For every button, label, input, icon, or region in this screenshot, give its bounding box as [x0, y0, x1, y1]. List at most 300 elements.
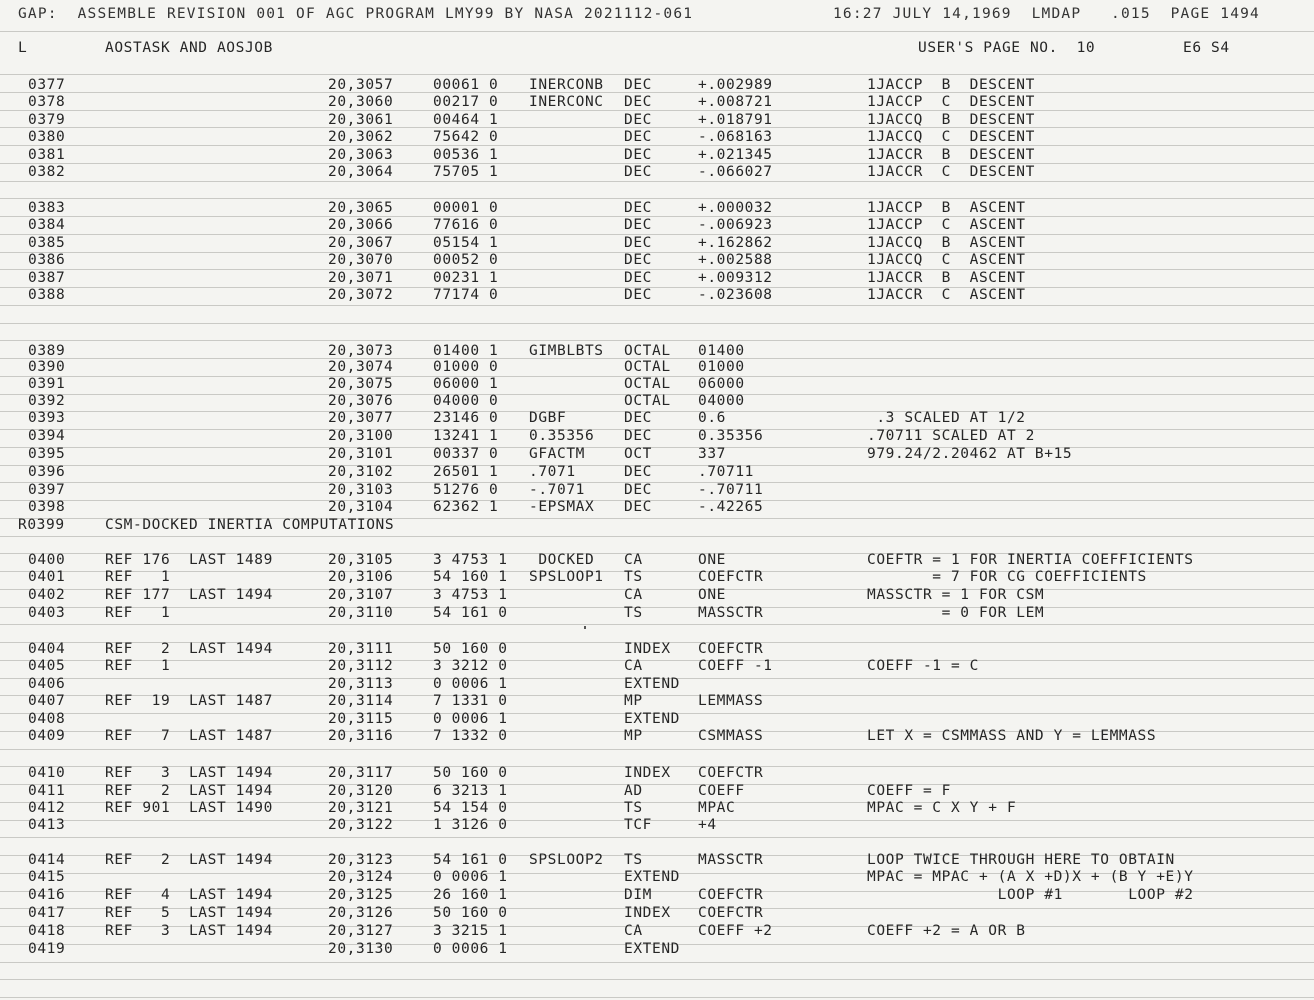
paper-rule	[0, 305, 1314, 306]
operand: +.018791	[698, 112, 773, 128]
line-number: 0387	[28, 270, 66, 286]
line-number: 0385	[28, 235, 66, 251]
address: 20,3067	[328, 235, 394, 251]
line-number: 0405	[28, 658, 66, 674]
comment: LOOP #1 LOOP #2	[867, 887, 1194, 903]
opcode: INDEX	[624, 765, 671, 781]
octal-word: 1 3126 0	[433, 817, 508, 833]
opcode: DEC	[624, 252, 652, 268]
paper-rule	[0, 198, 1314, 199]
label: INERCONB	[529, 77, 604, 93]
octal-word: 26501 1	[433, 464, 499, 480]
comment: COEFF -1 = C	[867, 658, 979, 674]
paper-rule	[0, 269, 1314, 270]
label: -EPSMAX	[529, 499, 595, 515]
operand: ONE	[698, 552, 726, 568]
opcode: DEC	[624, 129, 652, 145]
address: 20,3117	[328, 765, 394, 781]
comment: MPAC = C X Y + F	[867, 800, 1017, 816]
opcode: TS	[624, 852, 643, 868]
octal-word: 04000 0	[433, 393, 499, 409]
octal-word: 00231 1	[433, 270, 499, 286]
ref-field: REF 4 LAST 1494	[105, 887, 273, 903]
octal-word: 54 161 0	[433, 605, 508, 621]
opcode: DIM	[624, 887, 652, 903]
address: 20,3063	[328, 147, 394, 163]
opcode: OCTAL	[624, 393, 671, 409]
ref-field: CSM-DOCKED INERTIA COMPUTATIONS	[105, 517, 395, 533]
comment: 1JACCQ C DESCENT	[867, 129, 1035, 145]
opcode: DEC	[624, 217, 652, 233]
address: 20,3071	[328, 270, 394, 286]
operand: COEFCTR	[698, 569, 764, 585]
operand: -.068163	[698, 129, 773, 145]
paper-rule	[0, 216, 1314, 217]
paper-rule	[0, 482, 1314, 483]
opcode: TCF	[624, 817, 652, 833]
line-number: 0418	[28, 923, 66, 939]
opcode: INDEX	[624, 905, 671, 921]
paper-rule	[0, 234, 1314, 235]
octal-word: 6 3213 1	[433, 783, 508, 799]
comment: 1JACCP B ASCENT	[867, 200, 1026, 216]
address: 20,3120	[328, 783, 394, 799]
line-number: 0417	[28, 905, 66, 921]
comment: 979.24/2.20462 AT B+15	[867, 446, 1073, 462]
line-number: 0402	[28, 587, 66, 603]
octal-word: 01400 1	[433, 343, 499, 359]
comment: 1JACCR C ASCENT	[867, 287, 1026, 303]
paper-rule	[0, 92, 1314, 93]
octal-word: 0 0006 1	[433, 941, 508, 957]
address: 20,3103	[328, 482, 394, 498]
octal-word: 00464 1	[433, 112, 499, 128]
paper-rule	[0, 163, 1314, 164]
octal-word: 7 1331 0	[433, 693, 508, 709]
opcode: TS	[624, 800, 643, 816]
operand: 06000	[698, 376, 745, 392]
comment: 1JACCQ B ASCENT	[867, 235, 1026, 251]
opcode: EXTEND	[624, 869, 680, 885]
address: 20,3111	[328, 641, 394, 657]
line-number: 0380	[28, 129, 66, 145]
line-number: 0396	[28, 464, 66, 480]
line-number: 0416	[28, 887, 66, 903]
operand: CSMMASS	[698, 728, 764, 744]
ref-field: REF 1	[105, 658, 171, 674]
address: 20,3076	[328, 393, 394, 409]
opcode: EXTEND	[624, 941, 680, 957]
octal-word: 7 1332 0	[433, 728, 508, 744]
paper-speck	[584, 626, 586, 629]
address: 20,3121	[328, 800, 394, 816]
operand: MASSCTR	[698, 605, 764, 621]
address: 20,3100	[328, 428, 394, 444]
address: 20,3062	[328, 129, 394, 145]
operand: MASSCTR	[698, 852, 764, 868]
line-number: 0397	[28, 482, 66, 498]
paper-rule	[0, 145, 1314, 146]
line-number: 0410	[28, 765, 66, 781]
line-number: R0399	[18, 517, 65, 533]
address: 20,3065	[328, 200, 394, 216]
address: 20,3064	[328, 164, 394, 180]
octal-word: 00001 0	[433, 200, 499, 216]
address: 20,3061	[328, 112, 394, 128]
opcode: DEC	[624, 94, 652, 110]
opcode: OCTAL	[624, 343, 671, 359]
opcode: INDEX	[624, 641, 671, 657]
octal-word: 13241 1	[433, 428, 499, 444]
opcode: DEC	[624, 235, 652, 251]
operand: COEFCTR	[698, 641, 764, 657]
address: 20,3073	[328, 343, 394, 359]
line-number: 0412	[28, 800, 66, 816]
octal-word: 00217 0	[433, 94, 499, 110]
octal-word: 00337 0	[433, 446, 499, 462]
address: 20,3110	[328, 605, 394, 621]
operand: +.009312	[698, 270, 773, 286]
paper-rule	[0, 110, 1314, 111]
line-number: 0408	[28, 711, 66, 727]
octal-word: 50 160 0	[433, 905, 508, 921]
line-number: 0414	[28, 852, 66, 868]
paper-rule	[0, 962, 1314, 963]
opcode: TS	[624, 605, 643, 621]
comment: COEFF +2 = A OR B	[867, 923, 1026, 939]
line-number: 0388	[28, 287, 66, 303]
line-number: 0398	[28, 499, 66, 515]
comment: = 0 FOR LEM	[867, 605, 1045, 621]
operand: +.021345	[698, 147, 773, 163]
address: 20,3124	[328, 869, 394, 885]
line-number: 0419	[28, 941, 66, 957]
subheader-user-page: USER'S PAGE NO. 10	[918, 40, 1096, 56]
header-right: 16:27 JULY 14,1969 LMDAP .015 PAGE 1494	[833, 6, 1260, 22]
line-number: 0407	[28, 693, 66, 709]
paper-rule	[0, 749, 1314, 750]
ref-field: REF 2 LAST 1494	[105, 852, 273, 868]
label: .7071	[529, 464, 576, 480]
opcode: MP	[624, 728, 643, 744]
ref-field: REF 19 LAST 1487	[105, 693, 273, 709]
line-number: 0391	[28, 376, 66, 392]
operand: COEFCTR	[698, 905, 764, 921]
address: 20,3105	[328, 552, 394, 568]
paper-rule	[0, 181, 1314, 182]
operand: +.002989	[698, 77, 773, 93]
opcode: DEC	[624, 77, 652, 93]
opcode: DEC	[624, 200, 652, 216]
label: DOCKED	[529, 552, 595, 568]
paper-rule	[0, 837, 1314, 838]
ref-field: REF 5 LAST 1494	[105, 905, 273, 921]
operand: -.42265	[698, 499, 764, 515]
octal-word: 54 154 0	[433, 800, 508, 816]
operand: COEFCTR	[698, 765, 764, 781]
ref-field: REF 177 LAST 1494	[105, 587, 273, 603]
label: SPSLOOP1	[529, 569, 604, 585]
opcode: OCTAL	[624, 376, 671, 392]
opcode: DEC	[624, 410, 652, 426]
comment: .70711 SCALED AT 2	[867, 428, 1035, 444]
operand: 0.6	[698, 410, 726, 426]
paper-rule	[0, 447, 1314, 448]
line-number: 0379	[28, 112, 66, 128]
opcode: TS	[624, 569, 643, 585]
address: 20,3077	[328, 410, 394, 426]
subheader-title: AOSTASK AND AOSJOB	[105, 40, 273, 56]
ref-field: REF 1	[105, 569, 171, 585]
paper-rule	[0, 411, 1314, 412]
operand: .70711	[698, 464, 754, 480]
line-number: 0392	[28, 393, 66, 409]
comment: COEFF = F	[867, 783, 951, 799]
comment: .3 SCALED AT 1/2	[867, 410, 1026, 426]
paper-rule	[0, 429, 1314, 430]
paper-rule	[0, 500, 1314, 501]
address: 20,3125	[328, 887, 394, 903]
paper-rule	[0, 340, 1314, 341]
octal-word: 3 3212 0	[433, 658, 508, 674]
opcode: DEC	[624, 287, 652, 303]
opcode: DEC	[624, 112, 652, 128]
octal-word: 75642 0	[433, 129, 499, 145]
opcode: DEC	[624, 499, 652, 515]
address: 20,3127	[328, 923, 394, 939]
comment: 1JACCP B DESCENT	[867, 77, 1035, 93]
line-number: 0403	[28, 605, 66, 621]
address: 20,3074	[328, 359, 394, 375]
ref-field: REF 1	[105, 605, 171, 621]
paper-rule	[0, 74, 1314, 75]
ref-field: REF 901 LAST 1490	[105, 800, 273, 816]
line-number: 0389	[28, 343, 66, 359]
address: 20,3115	[328, 711, 394, 727]
octal-word: 05154 1	[433, 235, 499, 251]
address: 20,3060	[328, 94, 394, 110]
comment: LOOP TWICE THROUGH HERE TO OBTAIN	[867, 852, 1175, 868]
operand: MPAC	[698, 800, 736, 816]
operand: ONE	[698, 587, 726, 603]
operand: 01000	[698, 359, 745, 375]
operand: 01400	[698, 343, 745, 359]
comment: 1JACCR B DESCENT	[867, 147, 1035, 163]
operand: +.162862	[698, 235, 773, 251]
address: 20,3122	[328, 817, 394, 833]
comment: 1JACCP C DESCENT	[867, 94, 1035, 110]
opcode: CA	[624, 552, 643, 568]
octal-word: 3 3215 1	[433, 923, 508, 939]
line-number: 0411	[28, 783, 66, 799]
label: 0.35356	[529, 428, 595, 444]
operand: 0.35356	[698, 428, 764, 444]
octal-word: 06000 1	[433, 376, 499, 392]
octal-word: 00536 1	[433, 147, 499, 163]
octal-word: 26 160 1	[433, 887, 508, 903]
octal-word: 00052 0	[433, 252, 499, 268]
line-number: 0383	[28, 200, 66, 216]
ref-field: REF 3 LAST 1494	[105, 923, 273, 939]
label: GFACTM	[529, 446, 585, 462]
opcode: DEC	[624, 270, 652, 286]
operand: +.000032	[698, 200, 773, 216]
paper-rule	[0, 624, 1314, 625]
address: 20,3107	[328, 587, 394, 603]
subheader-code: E6 S4	[1183, 40, 1230, 56]
ref-field: REF 2 LAST 1494	[105, 783, 273, 799]
address: 20,3126	[328, 905, 394, 921]
operand: -.066027	[698, 164, 773, 180]
operand: COEFCTR	[698, 887, 764, 903]
octal-word: 0 0006 1	[433, 711, 508, 727]
paper-rule	[0, 127, 1314, 128]
paper-rule	[0, 820, 1314, 821]
address: 20,3104	[328, 499, 394, 515]
octal-word: 62362 1	[433, 499, 499, 515]
paper-rule	[0, 607, 1314, 608]
octal-word: 77174 0	[433, 287, 499, 303]
address: 20,3114	[328, 693, 394, 709]
comment: 1JACCQ C ASCENT	[867, 252, 1026, 268]
label: GIMBLBTS	[529, 343, 604, 359]
paper-rule	[0, 997, 1314, 998]
octal-word: 3 4753 1	[433, 587, 508, 603]
address: 20,3123	[328, 852, 394, 868]
comment: MASSCTR = 1 FOR CSM	[867, 587, 1045, 603]
operand: +.002588	[698, 252, 773, 268]
label: INERCONC	[529, 94, 604, 110]
opcode: CA	[624, 923, 643, 939]
line-number: 0395	[28, 446, 66, 462]
operand: +4	[698, 817, 717, 833]
label: -.7071	[529, 482, 585, 498]
comment: LET X = CSMMASS AND Y = LEMMASS	[867, 728, 1157, 744]
operand: COEFF -1	[698, 658, 773, 674]
comment: COEFTR = 1 FOR INERTIA COEFFICIENTS	[867, 552, 1194, 568]
opcode: DEC	[624, 464, 652, 480]
operand: 337	[698, 446, 726, 462]
opcode: EXTEND	[624, 711, 680, 727]
line-number: 0386	[28, 252, 66, 268]
paper-rule	[0, 287, 1314, 288]
paper-rule	[0, 660, 1314, 661]
operand: +.008721	[698, 94, 773, 110]
octal-word: 00061 0	[433, 77, 499, 93]
comment: 1JACCR C DESCENT	[867, 164, 1035, 180]
ref-field: REF 7 LAST 1487	[105, 728, 273, 744]
address: 20,3070	[328, 252, 394, 268]
address: 20,3106	[328, 569, 394, 585]
octal-word: 54 160 1	[433, 569, 508, 585]
opcode: DEC	[624, 482, 652, 498]
address: 20,3075	[328, 376, 394, 392]
line-number: 0390	[28, 359, 66, 375]
comment: 1JACCQ B DESCENT	[867, 112, 1035, 128]
opcode: CA	[624, 658, 643, 674]
address: 20,3113	[328, 676, 394, 692]
octal-word: 01000 0	[433, 359, 499, 375]
line-number: 0413	[28, 817, 66, 833]
opcode: AD	[624, 783, 643, 799]
comment: 1JACCR B ASCENT	[867, 270, 1026, 286]
operand: 04000	[698, 393, 745, 409]
paper-rule	[0, 252, 1314, 253]
opcode: DEC	[624, 428, 652, 444]
address: 20,3101	[328, 446, 394, 462]
line-number: 0409	[28, 728, 66, 744]
octal-word: 77616 0	[433, 217, 499, 233]
operand: -.70711	[698, 482, 764, 498]
line-number: 0400	[28, 552, 66, 568]
octal-word: 54 161 0	[433, 852, 508, 868]
octal-word: 23146 0	[433, 410, 499, 426]
operand: COEFF +2	[698, 923, 773, 939]
header-left: GAP: ASSEMBLE REVISION 001 OF AGC PROGRAM LMY99 BY NASA 2021112-061	[18, 6, 694, 22]
paper-rule	[0, 31, 1314, 32]
address: 20,3112	[328, 658, 394, 674]
opcode: OCTAL	[624, 359, 671, 375]
paper-rule	[0, 465, 1314, 466]
paper-rule	[0, 536, 1314, 537]
operand: COEFF	[698, 783, 745, 799]
comment: MPAC = MPAC + (A X +D)X + (B Y +E)Y	[867, 869, 1194, 885]
ref-field: REF 176 LAST 1489	[105, 552, 273, 568]
address: 20,3130	[328, 941, 394, 957]
label: SPSLOOP2	[529, 852, 604, 868]
line-number: 0415	[28, 869, 66, 885]
line-number: 0394	[28, 428, 66, 444]
address: 20,3072	[328, 287, 394, 303]
address: 20,3057	[328, 77, 394, 93]
octal-word: 0 0006 1	[433, 869, 508, 885]
line-number: 0384	[28, 217, 66, 233]
operand: -.006923	[698, 217, 773, 233]
octal-word: 3 4753 1	[433, 552, 508, 568]
label: DGBF	[529, 410, 567, 426]
octal-word: 50 160 0	[433, 641, 508, 657]
line-number: 0406	[28, 676, 66, 692]
address: 20,3102	[328, 464, 394, 480]
paper-rule	[0, 979, 1314, 980]
ref-field: REF 2 LAST 1494	[105, 641, 273, 657]
line-number: 0381	[28, 147, 66, 163]
opcode: MP	[624, 693, 643, 709]
paper-rule	[0, 323, 1314, 324]
octal-word: 51276 0	[433, 482, 499, 498]
address: 20,3116	[328, 728, 394, 744]
octal-word: 75705 1	[433, 164, 499, 180]
opcode: DEC	[624, 147, 652, 163]
line-number: 0393	[28, 410, 66, 426]
opcode: EXTEND	[624, 676, 680, 692]
line-number: 0377	[28, 77, 66, 93]
octal-word: 50 160 0	[433, 765, 508, 781]
ref-field: REF 3 LAST 1494	[105, 765, 273, 781]
octal-word: 0 0006 1	[433, 676, 508, 692]
line-number: 0404	[28, 641, 66, 657]
comment: 1JACCP C ASCENT	[867, 217, 1026, 233]
line-number: 0382	[28, 164, 66, 180]
opcode: CA	[624, 587, 643, 603]
opcode: DEC	[624, 164, 652, 180]
address: 20,3066	[328, 217, 394, 233]
operand: LEMMASS	[698, 693, 764, 709]
comment: = 7 FOR CG COEFFICIENTS	[867, 569, 1147, 585]
subheader-l: L	[18, 40, 28, 56]
opcode: OCT	[624, 446, 652, 462]
line-number: 0401	[28, 569, 66, 585]
